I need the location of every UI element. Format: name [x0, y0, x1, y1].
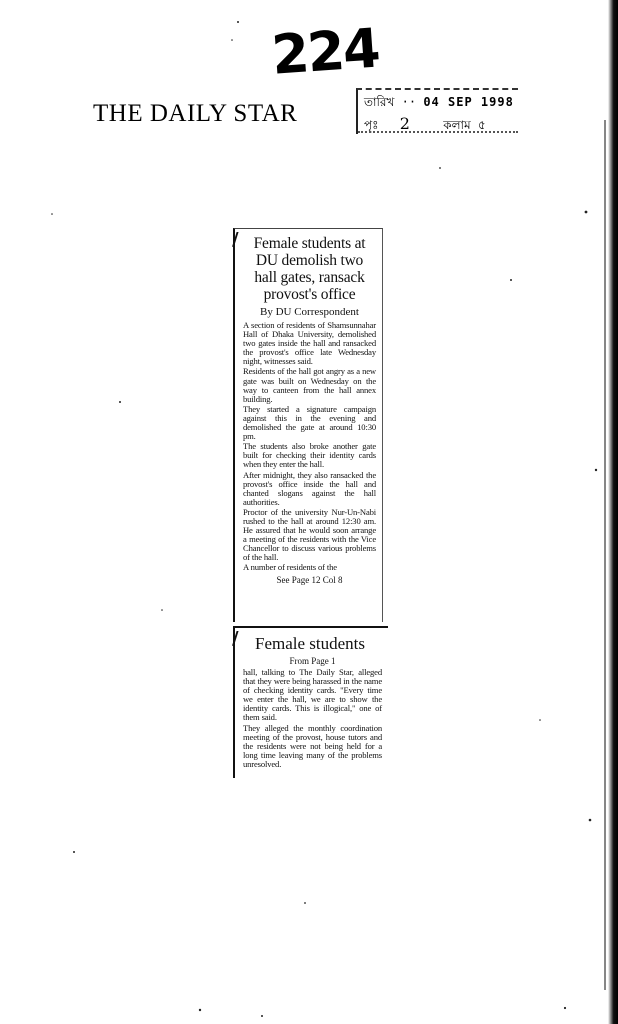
continued-note: See Page 12 Col 8 [276, 574, 343, 585]
stamp-page-value: 2 [399, 114, 410, 133]
news-clipping [233, 228, 383, 622]
article-body [243, 321, 376, 573]
newspaper-masthead: THE DAILY STAR [93, 100, 298, 127]
continuation-body [243, 668, 382, 769]
article-paragraph: After midnight, they also ransacked the provost's office inside the hall and chanted slogans against the hall authorities. [243, 469, 376, 507]
article-paragraph: The students also broke another gate built for checking their identity cards when they enter the hall. [243, 441, 376, 470]
scan-edge-line [604, 120, 606, 990]
stamp-dotted-rule [358, 131, 518, 133]
continuation-headline: Female students [255, 634, 366, 653]
continuation-corner-mark: / [232, 628, 239, 649]
stamp-date-value: 04 SEP 1998 [423, 95, 514, 109]
article-paragraph: A number of residents of the [243, 562, 337, 573]
stamp-date-row: তারিখ ·· 04 SEP 1998 [364, 95, 514, 109]
stamp-page-row [364, 114, 486, 137]
article-byline: By DU Correspondent [260, 306, 359, 318]
clipping-corner-mark: / [232, 229, 239, 250]
article-paragraph: Proctor of the university Nur-Un-Nabi rushed to the hall at around 12:30 am. He assured that he would soon arrange a meeting of the residents with the Vice Chancellor to discuss various problems of the hall. [243, 506, 376, 563]
article-paragraph: A section of residents of Shamsunnahar Hall of Dhaka University, demolished two gates inside the hall and ransacked the provost's office late Wednesday night, witnesses said. [243, 320, 376, 367]
continuation-clipping [233, 626, 388, 778]
continuation-from-note: From Page 1 [289, 656, 336, 666]
scan-edge-shadow [608, 0, 618, 1024]
article-paragraph: Residents of the hall got angry as a new gate was built on Wednesday on the way to canteen from the hall annex building. [243, 366, 376, 404]
stamp-date-label: তারিখ [364, 95, 395, 109]
article-headline: Female students at DU demolish two hall gates, ransack provost's office [253, 235, 366, 303]
stamp-page-label: পৃঃ [364, 118, 379, 132]
continuation-paragraph: They alleged the monthly coordination meeting of the provost, house tutors and the residents were not being held for a long time leaving many of the problems unresolved. [243, 722, 382, 769]
continuation-paragraph: hall, talking to The Daily Star, alleged that they were being harassed in the name of checking identity cards. "Every time we enter the hall, we are to show the identity cards. This is illogical," one of them said. [243, 667, 382, 723]
handwritten-clip-number: 224 [269, 16, 381, 87]
article-paragraph: They started a signature campaign against this in the evening and demolished the gate at around 10:30 pm. [243, 403, 376, 442]
date-stamp [356, 88, 518, 134]
stamp-column-value: ৫ [477, 118, 486, 132]
stamp-column-label: কলাম [443, 118, 471, 132]
